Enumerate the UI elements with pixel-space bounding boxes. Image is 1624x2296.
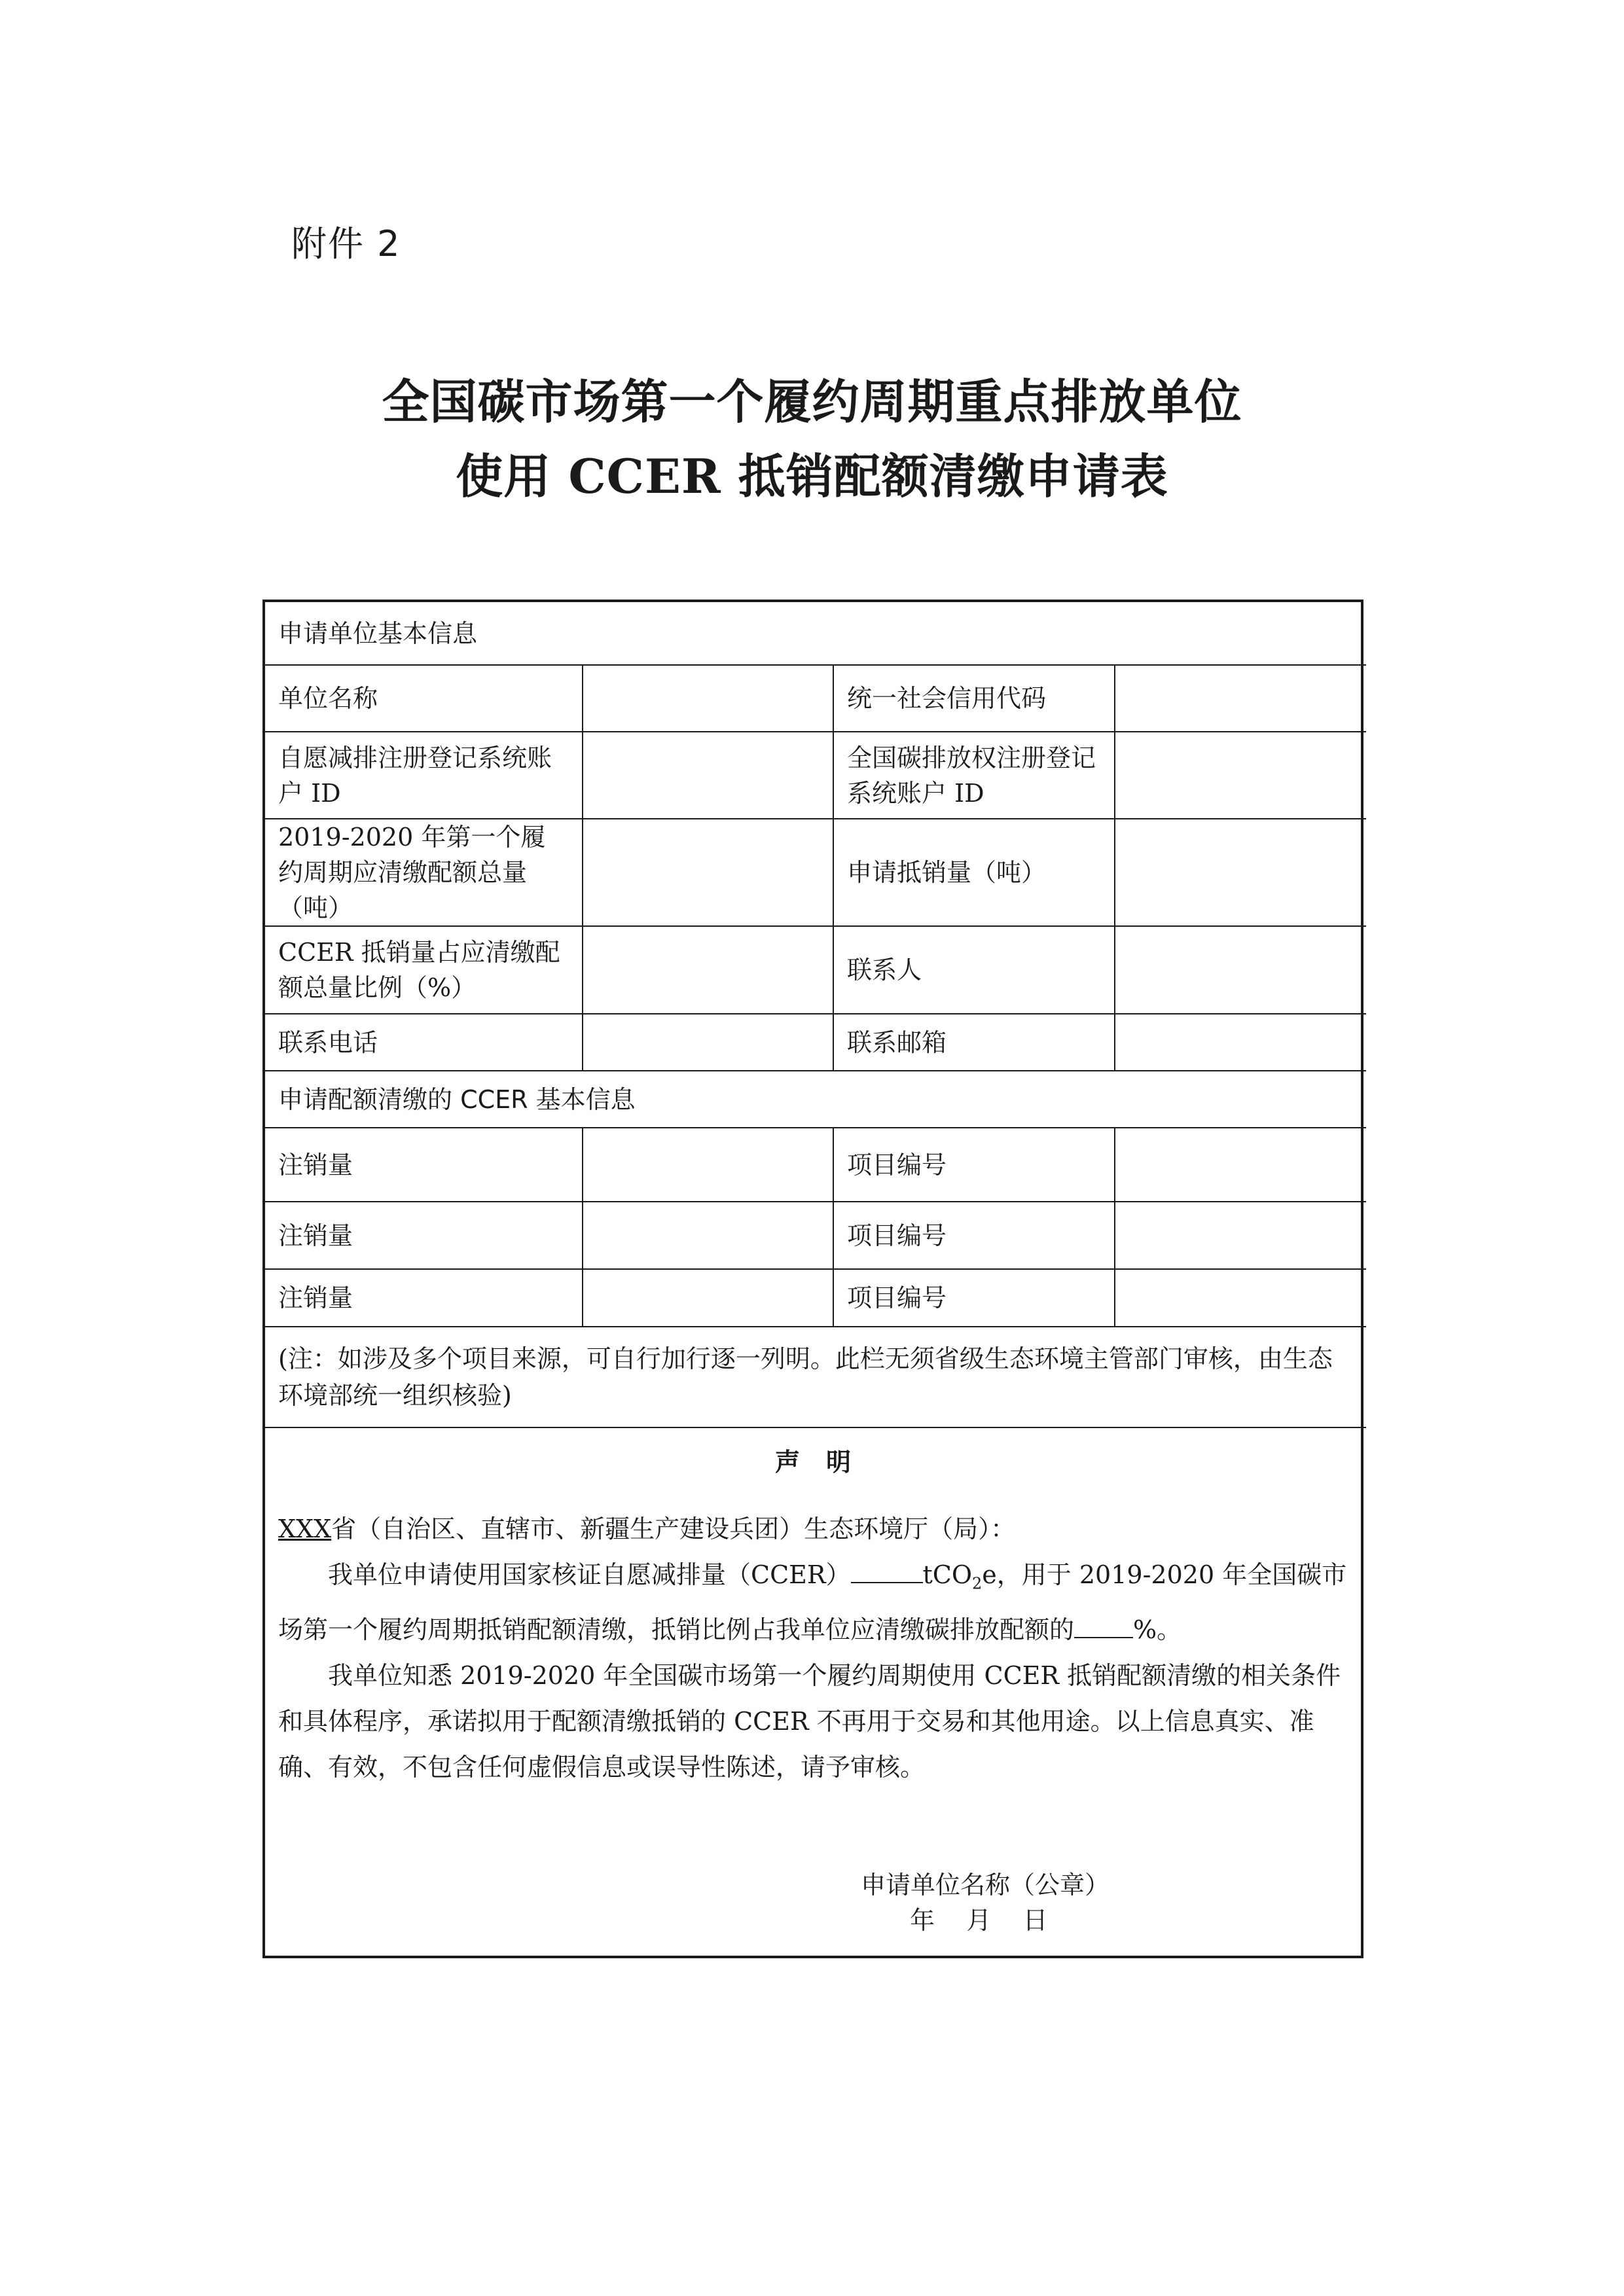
label-project-no-2: 项目编号 xyxy=(833,1202,1115,1269)
field-total-quota[interactable] xyxy=(583,819,833,926)
label-project-no-1: 项目编号 xyxy=(833,1128,1115,1202)
declaration-paragraph-2: 我单位知悉 2019-2020 年全国碳市场第一个履约周期使用 CCER 抵销配额清缴的相关条件和具体程序，承诺拟用于配额清缴抵销的 CCER 不再用于交易和其他用途。以上信息真实、准确、有效，不包含任何虚假信息或误导性陈述，请予审核。 xyxy=(278,1660,1341,1782)
label-cancel-amount-3: 注销量 xyxy=(265,1269,583,1327)
unit-tco: tCO xyxy=(922,1560,973,1589)
field-project-no-3[interactable] xyxy=(1115,1269,1366,1327)
label-offset-amount: 申请抵销量（吨） xyxy=(833,819,1115,926)
declaration-addressee xyxy=(278,1506,1348,1552)
info-table xyxy=(265,602,1366,1428)
field-project-no-1[interactable] xyxy=(1115,1128,1366,1202)
field-carbon-account-id[interactable] xyxy=(1115,732,1366,819)
label-project-no-3: 项目编号 xyxy=(833,1269,1115,1327)
label-offset-ratio: CCER 抵销量占应清缴配额总量比例（%） xyxy=(265,926,583,1014)
section-basic-info-title: 申请单位基本信息 xyxy=(265,602,1366,665)
field-cancel-amount-2[interactable] xyxy=(583,1202,833,1269)
label-cancel-amount-1: 注销量 xyxy=(265,1128,583,1202)
form-title-line2: 使用 CCER 抵销配额清缴申请表 xyxy=(456,448,1168,504)
field-project-no-2[interactable] xyxy=(1115,1202,1366,1269)
field-unit-name[interactable] xyxy=(583,665,833,732)
form-title-line1: 全国碳市场第一个履约周期重点排放单位 xyxy=(382,374,1242,429)
province-placeholder: XXX xyxy=(278,1515,332,1543)
field-credit-code[interactable] xyxy=(1115,665,1366,732)
field-cancel-amount-1[interactable] xyxy=(583,1128,833,1202)
declaration-body xyxy=(278,1506,1348,1790)
sign-unit-name: 申请单位名称（公章） xyxy=(861,1871,1110,1899)
section-ccer-info-title: 申请配额清缴的 CCER 基本信息 xyxy=(265,1071,1366,1128)
table-note: (注：如涉及多个项目来源，可自行加行逐一列明。此栏无须省级生态环境主管部门审核，由生态环境部统一组织核验) xyxy=(265,1327,1366,1427)
para1-text-end: %。 xyxy=(1133,1615,1182,1644)
label-unit-name: 单位名称 xyxy=(265,665,583,732)
field-offset-ratio[interactable] xyxy=(583,926,833,1014)
label-credit-code: 统一社会信用代码 xyxy=(833,665,1115,732)
application-form xyxy=(262,600,1363,1958)
unit-tco2e xyxy=(922,1560,983,1593)
label-contact-phone: 联系电话 xyxy=(265,1014,583,1071)
label-carbon-account-id: 全国碳排放权注册登记系统账户 ID xyxy=(833,732,1115,819)
field-ver-account-id[interactable] xyxy=(583,732,833,819)
declaration-paragraph-1 xyxy=(278,1552,1348,1653)
field-contact-phone[interactable] xyxy=(583,1014,833,1071)
declaration-section xyxy=(265,1409,1361,1958)
offset-ratio-blank[interactable] xyxy=(1074,1615,1133,1638)
label-total-quota: 2019-2020 年第一个履约周期应清缴配额总量（吨） xyxy=(265,819,583,926)
field-contact-email[interactable] xyxy=(1115,1014,1366,1071)
para1-text-b: e，用于 2019-2020 年全国碳市场第一个履约周期抵销配额清缴，抵销比例占我单位应清缴碳排放配额的 xyxy=(278,1560,1347,1644)
field-cancel-amount-3[interactable] xyxy=(583,1269,833,1327)
field-contact-person[interactable] xyxy=(1115,926,1366,1014)
declaration-title: 声明 xyxy=(774,1448,877,1477)
attachment-label: 附件 2 xyxy=(291,223,401,264)
para1-text-a: 我单位申请使用国家核证自愿减排量（CCER） xyxy=(328,1560,851,1589)
label-contact-person: 联系人 xyxy=(833,926,1115,1014)
sign-date: 年 月 日 xyxy=(910,1906,1048,1935)
field-offset-amount[interactable] xyxy=(1115,819,1366,926)
addressee-text: 省（自治区、直辖市、新疆生产建设兵团）生态环境厅（局）： xyxy=(331,1515,1016,1543)
signature-block xyxy=(861,1867,1110,1938)
label-contact-email: 联系邮箱 xyxy=(833,1014,1115,1071)
label-cancel-amount-2: 注销量 xyxy=(265,1202,583,1269)
label-ver-account-id: 自愿减排注册登记系统账户 ID xyxy=(265,732,583,819)
unit-subscript: 2 xyxy=(972,1574,983,1593)
ccer-amount-blank[interactable] xyxy=(851,1560,923,1583)
